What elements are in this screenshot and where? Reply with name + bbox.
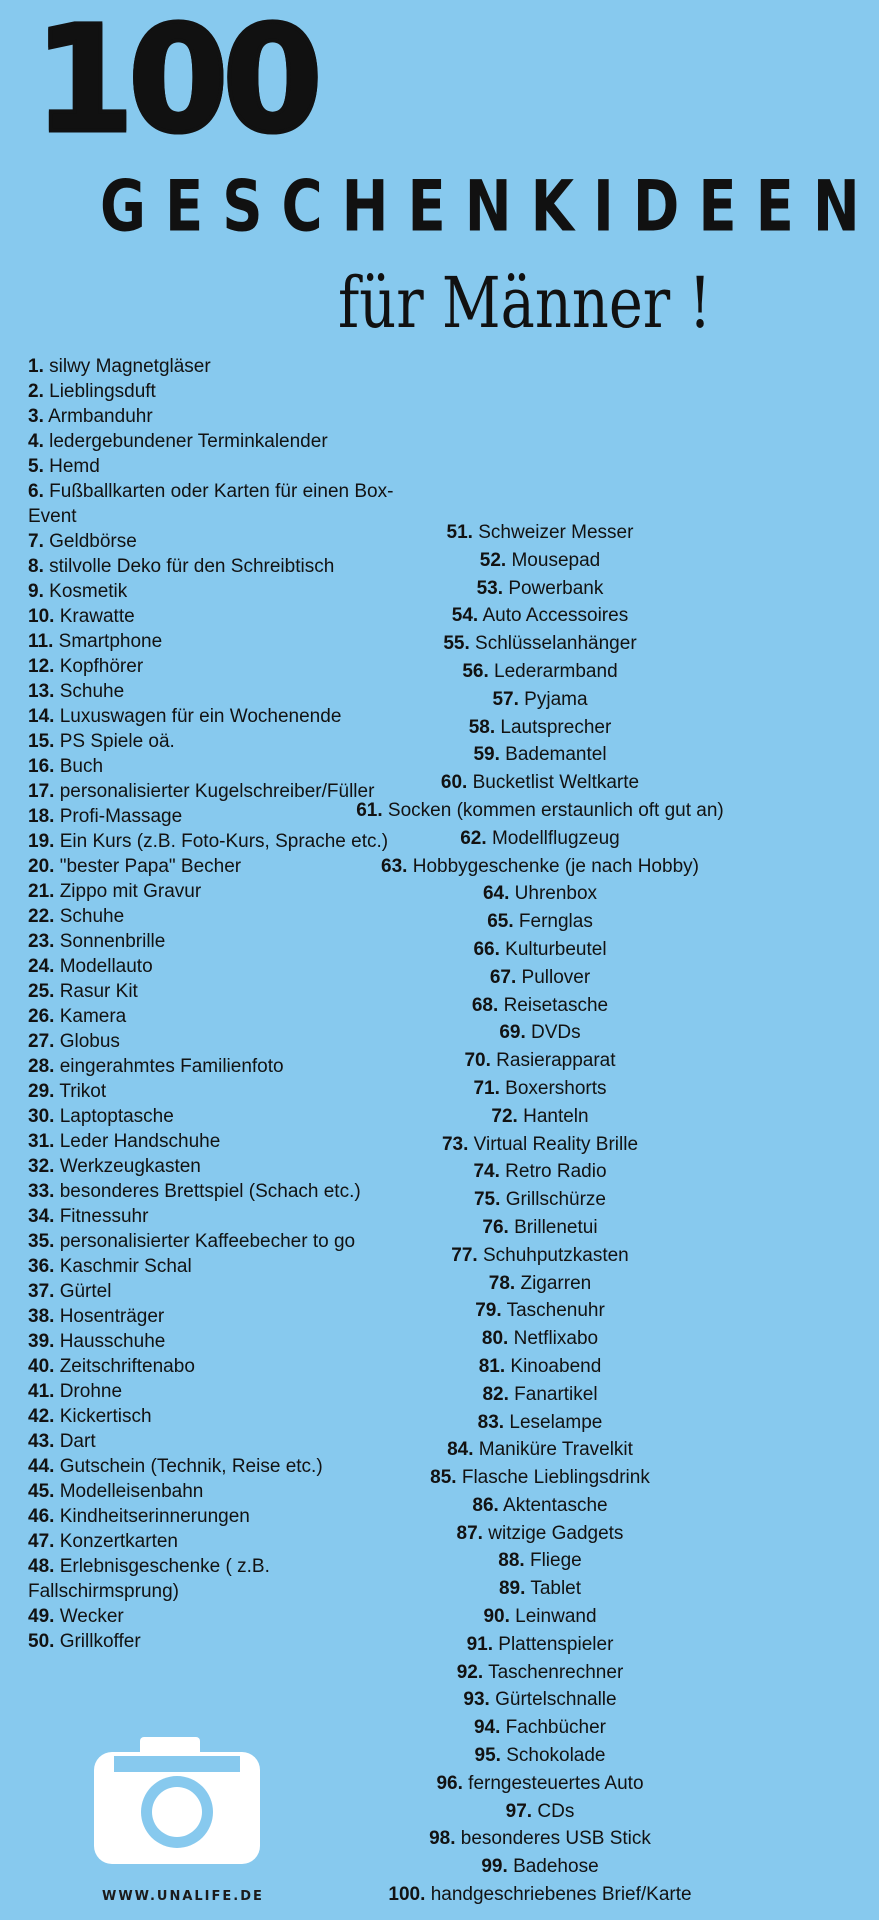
gift-item-number: 57. [492, 688, 519, 710]
gift-item-number: 18. [28, 806, 55, 827]
gift-item-text: Kickertisch [59, 1406, 152, 1427]
gift-item-text: Smartphone [58, 631, 163, 652]
gift-item-number: 34. [28, 1206, 55, 1227]
gift-item-text: ledergebundener Terminkalender [49, 431, 328, 452]
gift-item [350, 519, 730, 547]
gift-item-number: 15. [28, 731, 55, 752]
gift-item-text: Lederarmband [494, 660, 618, 682]
gift-item-text: stilvolle Deko für den Schreibtisch [49, 556, 335, 577]
gift-item-number: 70. [464, 1050, 491, 1072]
gift-item [350, 1297, 730, 1325]
gift-item [350, 964, 730, 992]
gift-item-number: 50. [28, 1631, 55, 1652]
gift-item-text: PS Spiele oä. [59, 731, 175, 752]
gift-item-number: 1. [28, 356, 44, 377]
gift-item-number: 36. [28, 1256, 55, 1277]
gift-item-number: 85. [430, 1467, 457, 1489]
gift-item [350, 1825, 730, 1853]
gift-item-number: 12. [28, 656, 55, 677]
gift-item-text: besonderes USB Stick [460, 1828, 651, 1850]
gift-item [28, 404, 448, 429]
gift-item [350, 547, 730, 575]
gift-item [350, 602, 730, 630]
gift-item-text: Armbanduhr [48, 406, 153, 427]
gift-item-text: Schokolade [506, 1745, 606, 1767]
gift-item [350, 1714, 730, 1742]
hero-number: 100 [34, 0, 317, 166]
gift-item-number: 24. [28, 956, 55, 977]
gift-item-number: 31. [28, 1131, 55, 1152]
gift-item-text: Bucketlist Weltkarte [472, 772, 640, 794]
gift-item [350, 1270, 730, 1298]
gift-item-number: 65. [487, 911, 514, 933]
gift-item-text: CDs [537, 1800, 575, 1822]
gift-item-text: Schweizer Messer [478, 522, 634, 543]
gift-item-text: "bester Papa" Becher [59, 856, 242, 877]
gift-item-text: Brillenetui [514, 1216, 598, 1238]
gift-item-number: 71. [473, 1077, 500, 1099]
gift-item-number: 8. [28, 556, 44, 577]
gift-item-text: Taschenuhr [506, 1300, 605, 1322]
gift-item-number: 19. [28, 831, 55, 852]
gift-item-text: Reisetasche [503, 994, 609, 1016]
gift-item-number: 20. [28, 856, 55, 877]
gift-item [350, 797, 730, 825]
gift-item-number: 93. [463, 1689, 490, 1711]
gift-item-text: Schuhe [59, 681, 125, 702]
gift-item-text: Hanteln [523, 1105, 589, 1127]
gift-item-text: silwy Magnetgläser [49, 356, 211, 377]
gift-item-text: Werkzeugkasten [59, 1156, 201, 1177]
gift-item-number: 53. [476, 577, 504, 599]
gift-item [350, 880, 730, 908]
gift-item-text: Schlüsselanhänger [475, 633, 637, 655]
gift-item-text: Modellflugzeug [491, 827, 620, 849]
gift-item-number: 13. [28, 681, 55, 702]
gift-item [350, 1214, 730, 1242]
gift-item-text: Trikot [59, 1081, 107, 1102]
gift-item-text: witzige Gadgets [488, 1522, 624, 1544]
gift-item-number: 84. [447, 1439, 474, 1461]
gift-item-text: Erlebnisgeschenke ( z.B. Fallschirmsprung) [28, 1556, 270, 1602]
gift-item-number: 69. [499, 1022, 526, 1044]
gift-item-text: Ein Kurs (z.B. Foto-Kurs, Sprache etc.) [59, 831, 389, 852]
gift-item-number: 91. [466, 1633, 493, 1655]
gift-item [350, 1158, 730, 1186]
gift-item-text: Auto Accessoires [482, 605, 629, 627]
gift-item-number: 7. [28, 531, 44, 552]
gift-item [350, 1019, 730, 1047]
gift-item-number: 87. [456, 1522, 483, 1544]
gift-item-number: 51. [446, 522, 473, 543]
gift-item-text: Dart [59, 1431, 96, 1452]
gift-item-number: 96. [436, 1772, 463, 1794]
gift-item-number: 46. [28, 1506, 55, 1527]
gift-item-text: Kamera [59, 1006, 127, 1027]
gift-item-text: Tablet [530, 1578, 582, 1600]
gift-item [350, 1492, 730, 1520]
gift-item [350, 1075, 730, 1103]
gift-item-text: Zippo mit Gravur [59, 881, 202, 902]
gift-item-text: Plattenspieler [498, 1633, 614, 1655]
gift-item-text: Profi-Massage [59, 806, 183, 827]
gift-item-text: Zeitschriftenabo [59, 1356, 195, 1377]
gift-item-number: 76. [482, 1216, 509, 1238]
gift-item-number: 11. [28, 631, 54, 652]
gift-item-number: 67. [489, 966, 517, 988]
gift-item-number: 62. [460, 827, 487, 849]
gift-item-text: Globus [59, 1031, 120, 1052]
gift-item [350, 1742, 730, 1770]
gift-item [28, 454, 448, 479]
gift-item-text: Sonnenbrille [59, 931, 166, 952]
gift-list-right [350, 519, 730, 1909]
gift-item-number: 90. [483, 1606, 510, 1628]
gift-item-text: personalisierter Kugelschreiber/Füller [59, 781, 375, 802]
gift-item [350, 1770, 730, 1798]
gift-item-text: Kopfhörer [59, 656, 144, 677]
gift-item [350, 1547, 730, 1575]
gift-item-text: Drohne [59, 1381, 123, 1402]
gift-item-text: personalisierter Kaffeebecher to go [59, 1231, 356, 1252]
gift-item-number: 41. [28, 1381, 55, 1402]
headline: GESCHENKIDEEN [100, 166, 879, 248]
gift-item-text: Geldbörse [49, 531, 137, 552]
gift-item-number: 66. [473, 938, 500, 960]
gift-item-text: Leder Handschuhe [59, 1131, 221, 1152]
gift-item-number: 22. [28, 906, 55, 927]
gift-item [350, 1464, 730, 1492]
gift-item-number: 5. [28, 456, 44, 477]
gift-item-text: Uhrenbox [514, 883, 598, 905]
gift-item-text: Badehose [513, 1856, 599, 1878]
gift-item [350, 1881, 730, 1909]
gift-item-text: Grillschürze [505, 1189, 606, 1211]
gift-item-text: Kinoabend [510, 1355, 602, 1377]
gift-item-text: Lieblingsduft [49, 381, 156, 402]
gift-item [350, 1631, 730, 1659]
gift-item-text: Hemd [49, 456, 100, 477]
gift-item-text: Rasur Kit [59, 981, 138, 1002]
gift-item-number: 75. [473, 1189, 501, 1211]
gift-item [350, 1409, 730, 1437]
gift-item-text: Fanartikel [514, 1383, 598, 1405]
gift-item-text: Taschenrechner [488, 1661, 624, 1683]
gift-item-text: DVDs [531, 1022, 581, 1044]
gift-item-text: Socken (kommen erstaunlich oft gut an) [387, 799, 724, 821]
gift-item-text: Fernglas [518, 911, 593, 933]
footer-url: WWW.UNALIFE.DE [102, 1889, 264, 1904]
gift-item-text: handgeschriebenes Brief/Karte [430, 1884, 692, 1906]
gift-item-number: 6. [28, 481, 44, 502]
gift-item-number: 44. [28, 1456, 55, 1477]
gift-item-number: 98. [429, 1828, 456, 1850]
gift-item-text: Buch [59, 756, 104, 777]
gift-item-number: 60. [440, 772, 468, 794]
gift-item-number: 89. [498, 1578, 526, 1600]
gift-item [350, 1575, 730, 1603]
gift-item-number: 59. [473, 744, 500, 766]
gift-item [350, 1381, 730, 1409]
gift-item-number: 4. [28, 431, 44, 452]
gift-item-number: 17. [28, 781, 55, 802]
gift-item [350, 1047, 730, 1075]
gift-item-text: Zigarren [520, 1272, 592, 1294]
gift-item-text: Grillkoffer [59, 1631, 141, 1652]
gift-item-text: Maniküre Travelkit [478, 1439, 633, 1461]
gift-item-text: Mousepad [511, 549, 601, 571]
gift-item-number: 32. [28, 1156, 55, 1177]
gift-item-number: 9. [28, 581, 44, 602]
gift-item-number: 58. [468, 716, 496, 738]
gift-item-number: 3. [28, 406, 44, 427]
gift-item-number: 27. [28, 1031, 55, 1052]
gift-item-number: 97. [505, 1800, 533, 1822]
gift-item-text: Fußballkarten oder Karten für einen Box- Event [28, 481, 394, 527]
gift-item [350, 1798, 730, 1826]
gift-item-number: 21. [28, 881, 55, 902]
gift-item-number: 54. [451, 605, 479, 627]
gift-item-number: 33. [28, 1181, 55, 1202]
gift-item-number: 28. [28, 1056, 55, 1077]
gift-item-text: Fliege [529, 1550, 582, 1572]
gift-item-number: 78. [488, 1272, 516, 1294]
gift-item-text: Leselampe [509, 1411, 603, 1433]
gift-item-number: 42. [28, 1406, 55, 1427]
gift-item-text: Virtual Reality Brille [473, 1133, 639, 1155]
gift-item-number: 94. [473, 1717, 501, 1739]
gift-item-number: 49. [28, 1606, 55, 1627]
gift-item-number: 72. [491, 1105, 518, 1127]
gift-item [350, 714, 730, 742]
gift-item-number: 81. [478, 1355, 506, 1377]
gift-item-number: 64. [482, 883, 510, 905]
gift-item-number: 83. [477, 1411, 505, 1433]
gift-item [350, 575, 730, 603]
gift-item-number: 95. [474, 1745, 501, 1767]
subheadline: für Männer ! [338, 262, 712, 344]
gift-item [350, 686, 730, 714]
gift-item-text: Hobbygeschenke (je nach Hobby) [412, 855, 699, 877]
gift-item [350, 853, 730, 881]
gift-item-number: 30. [28, 1106, 55, 1127]
gift-item-text: Gutschein (Technik, Reise etc.) [59, 1456, 323, 1477]
gift-item-number: 16. [28, 756, 55, 777]
gift-item-text: Leinwand [515, 1606, 597, 1628]
gift-item [350, 936, 730, 964]
gift-item [350, 992, 730, 1020]
gift-item-number: 82. [482, 1383, 509, 1405]
gift-item-text: Gürtelschnalle [495, 1689, 617, 1711]
gift-item [350, 825, 730, 853]
gift-item-text: Luxuswagen für ein Wochenende [59, 706, 342, 727]
gift-item-text: Schuhputzkasten [482, 1244, 629, 1266]
gift-item-text: Aktentasche [503, 1494, 608, 1516]
gift-item-text: Netflixabo [513, 1328, 599, 1350]
gift-item-text: Kulturbeutel [505, 938, 607, 960]
gift-item [350, 769, 730, 797]
gift-item-text: Lautsprecher [500, 716, 612, 738]
gift-item-text: eingerahmtes Familienfoto [59, 1056, 284, 1077]
gift-item-text: Modelleisenbahn [59, 1481, 204, 1502]
gift-item [350, 1325, 730, 1353]
gift-item-text: Hausschuhe [59, 1331, 166, 1352]
gift-item [350, 1853, 730, 1881]
gift-item-number: 45. [28, 1481, 55, 1502]
gift-item-text: Laptoptasche [59, 1106, 174, 1127]
gift-item [350, 658, 730, 686]
gift-item [350, 1686, 730, 1714]
gift-item-number: 73. [441, 1133, 469, 1155]
gift-item-number: 61. [356, 799, 383, 821]
gift-item-text: Retro Radio [505, 1161, 607, 1183]
gift-item-number: 99. [481, 1856, 508, 1878]
gift-item [28, 379, 448, 404]
gift-item-text: Krawatte [59, 606, 135, 627]
gift-item-text: Schuhe [59, 906, 125, 927]
gift-item-number: 63. [381, 855, 408, 877]
gift-item-number: 39. [28, 1331, 55, 1352]
gift-item [350, 1603, 730, 1631]
gift-item-text: Konzertkarten [59, 1531, 178, 1552]
gift-item-number: 88. [498, 1550, 525, 1572]
gift-item-text: Hosenträger [59, 1306, 165, 1327]
gift-item-number: 2. [28, 381, 44, 402]
gift-item [28, 354, 448, 379]
gift-item-text: Boxershorts [505, 1077, 607, 1099]
gift-item-text: Fitnessuhr [59, 1206, 149, 1227]
gift-item [350, 1436, 730, 1464]
gift-item [350, 630, 730, 658]
gift-item-number: 86. [472, 1494, 499, 1516]
gift-item [350, 1353, 730, 1381]
gift-item-number: 35. [28, 1231, 55, 1252]
gift-item-number: 29. [28, 1081, 55, 1102]
gift-item-number: 56. [462, 660, 489, 682]
gift-item-number: 100. [388, 1884, 426, 1906]
gift-item-text: Fachbücher [505, 1717, 607, 1739]
gift-item-text: Pyjama [524, 688, 588, 710]
gift-item-text: Flasche Lieblingsdrink [461, 1467, 650, 1489]
gift-item-number: 52. [479, 549, 507, 571]
gift-item-text: Bademantel [505, 744, 607, 766]
gift-item-text: ferngesteuertes Auto [468, 1772, 644, 1794]
gift-item-number: 23. [28, 931, 55, 952]
gift-item-number: 37. [28, 1281, 55, 1302]
gift-item [28, 429, 448, 454]
gift-item-number: 38. [28, 1306, 55, 1327]
gift-item [350, 1131, 730, 1159]
gift-item-number: 77. [451, 1244, 478, 1266]
gift-item-text: Powerbank [508, 577, 604, 599]
gift-item-number: 43. [28, 1431, 55, 1452]
gift-item-number: 55. [443, 633, 470, 655]
gift-item-text: Wecker [59, 1606, 124, 1627]
gift-item [350, 1186, 730, 1214]
gift-item-number: 80. [481, 1328, 509, 1350]
gift-item [350, 1520, 730, 1548]
gift-item-number: 48. [28, 1556, 55, 1577]
gift-item [350, 1242, 730, 1270]
gift-item [350, 1659, 730, 1687]
gift-item-text: Modellauto [59, 956, 153, 977]
gift-item-text: besonderes Brettspiel (Schach etc.) [59, 1181, 361, 1202]
gift-item [350, 908, 730, 936]
gift-item-text: Gürtel [59, 1281, 112, 1302]
gift-item [350, 1103, 730, 1131]
gift-item-number: 92. [456, 1661, 484, 1683]
gift-item-number: 25. [28, 981, 55, 1002]
gift-item-number: 79. [475, 1300, 502, 1322]
gift-item-number: 68. [471, 994, 499, 1016]
gift-item-text: Kaschmir Schal [59, 1256, 192, 1277]
gift-item-text: Kindheitserinnerungen [59, 1506, 250, 1527]
gift-item-number: 26. [28, 1006, 55, 1027]
gift-item-number: 10. [28, 606, 55, 627]
gift-item-text: Rasierapparat [496, 1050, 616, 1072]
gift-item-text: Pullover [521, 966, 591, 988]
gift-item-number: 14. [28, 706, 55, 727]
gift-item-text: Kosmetik [49, 581, 128, 602]
gift-item-number: 40. [28, 1356, 55, 1377]
gift-item-number: 74. [473, 1161, 500, 1183]
gift-item-number: 47. [28, 1531, 55, 1552]
gift-item [350, 741, 730, 769]
camera-icon [86, 1736, 268, 1866]
